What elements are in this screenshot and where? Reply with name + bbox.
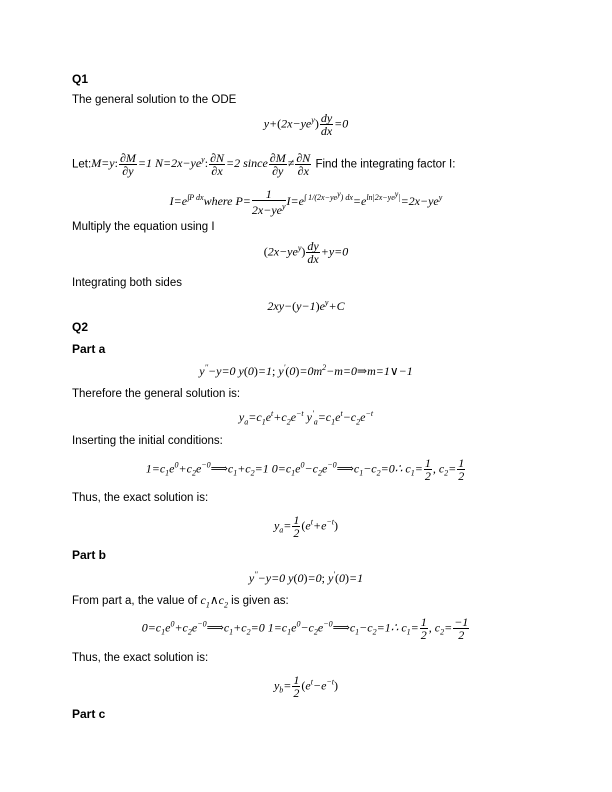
part-a-exact-text: Thus, the exact solution is: [72, 492, 209, 504]
q1-integrate-text: Integrating both sides [72, 277, 182, 289]
q1-integrating-factor: $I=e^{\int P dx}where$ P= $\frac{1}{2x-ye^y}$ $I=e^{\int 1/(2x-ye^y) dx}=e^{ln|2x-ye^y|}=2x-ye^y$ [169, 187, 443, 217]
q1-multiply-text: Multiply the equation using I [72, 221, 215, 233]
part-a-exact-solution: $y_a=$ $\frac{1}{2}$ $(e^t+e^{-t})$ [273, 513, 339, 540]
part-a-general-text: Therefore the general solution is: [72, 388, 241, 400]
part-a-problem: y''−y=0 y(0)=1; $y'(0)=0m^2-m=0\Rightarrow m=1\vee-1$ [199, 363, 413, 378]
q1-let-suffix: Find the integrating factor I: [315, 158, 456, 171]
q1-heading: Q1 [72, 72, 89, 86]
part-a-initial-text: Inserting the initial conditions: [72, 435, 223, 447]
part-c-heading: Part c [72, 707, 106, 721]
part-b-heading: Part b [72, 548, 107, 562]
part-b-exact-text: Thus, the exact solution is: [72, 652, 209, 664]
q1-intro: The general solution to the ODE [72, 94, 237, 106]
part-b-value-prefix: From part a, the value of [72, 595, 198, 607]
part-b-value-suffix: is given as: [231, 595, 289, 607]
q1-let-prefix: Let: [72, 158, 92, 171]
q1-ode-equation: $y+(2x-ye^y)$ $\frac{dy}{dx}$ =0 [263, 111, 349, 138]
part-b-exact-solution: $y_b=$ $\frac{1}{2}$ $(e^t-e^{-t})$ [273, 673, 339, 700]
q1-multiplied-equation: $(2x-ye^y)$ $\frac{dy}{dx}$ +y=0 [263, 239, 349, 266]
q1-let-math: M=y: $\frac{\partial M}{\partial y}$ =1 $N=2x-ye^y$: $\frac{\partial N}{\partial x}$ =2 since $\frac{\partial M}{\partial y}$ ≠ $\frac{\partial N}{\partial x}$ [91, 151, 311, 178]
part-a-initial-equations: $1=c_1e^0+c_2e^{-0}⟹c_1+c_2=1$ $0=c_1e^0-c_2e^{-0}⟹c_1-c_2=0\therefore$ $c_1=$ $\frac{1}{2}$ , $c_2=$ $\frac{1}{2}$ [145, 456, 465, 483]
part-a-heading: Part a [72, 342, 106, 356]
q1-let-line [72, 152, 455, 177]
part-b-problem: y''−y=0 y(0)=0; y'(0)=1 [248, 570, 364, 585]
part-a-general-solution: $y_a=c_1e^t+c_2e^{-t}$ $y'_a=c_1e^t-c_2e^{-t}$ [238, 409, 374, 427]
q1-result: $2xy-(y-1)e^y+C$ [267, 298, 345, 313]
part-b-constants: $c_1\wedge c_2$ [200, 593, 228, 610]
q2-heading: Q2 [72, 320, 89, 334]
part-b-value-line [72, 593, 289, 609]
part-b-initial-equations: $0=c_1e^0+c_2e^{-0}⟹c_1+c_2=0$ $1=c_1e^0-c_2e^{-0}⟹c_1-c_2=1\therefore$ $c_1=$ $\frac{1}{2}$ , $c_2=$ $\frac{-1}{2}$ [141, 615, 469, 642]
